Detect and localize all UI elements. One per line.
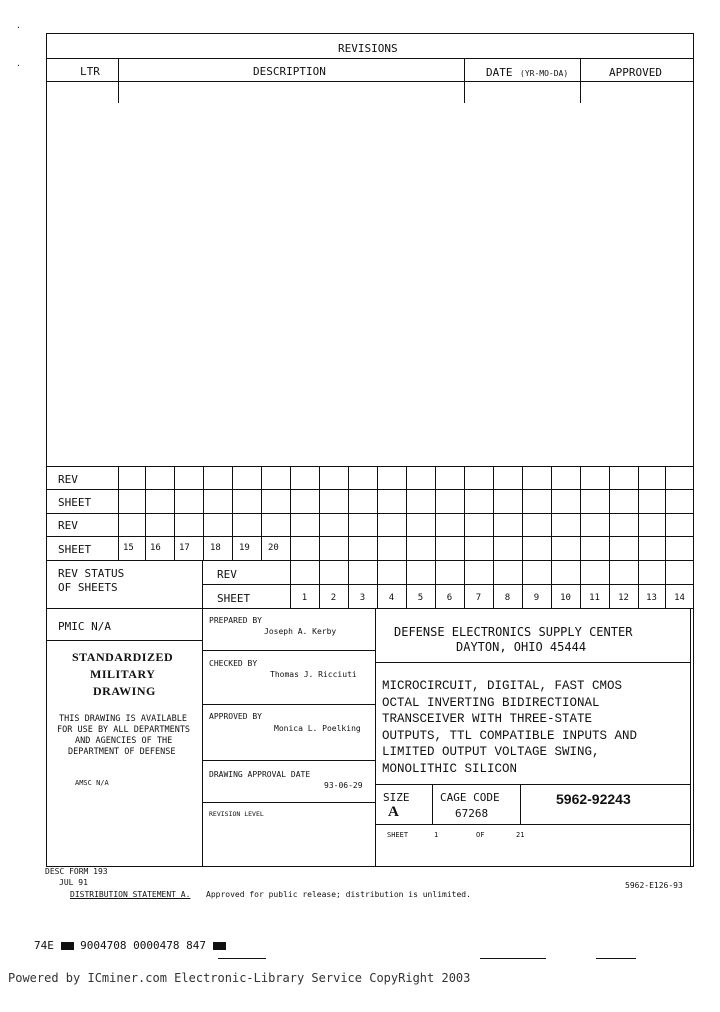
divider xyxy=(520,784,521,824)
prepared-name: Joseph A. Kerby xyxy=(264,627,337,636)
sheet-value: 1 xyxy=(434,831,439,839)
title-line: OCTAL INVERTING BIDIRECTIONAL xyxy=(382,695,600,710)
sheet-number: 20 xyxy=(268,543,279,553)
divider xyxy=(46,560,694,561)
status-rev-label: REV xyxy=(217,568,237,581)
status-sheet-number: 2 xyxy=(330,593,337,603)
grid-line xyxy=(232,466,233,560)
divider xyxy=(46,58,694,59)
approved-label: APPROVED BY xyxy=(209,712,262,721)
size-label: SIZE xyxy=(383,791,410,804)
status-sheet-number: 9 xyxy=(533,593,540,603)
status-sheet-number: 4 xyxy=(388,593,395,603)
grid-line xyxy=(464,466,465,560)
margin-mark: · xyxy=(16,23,21,32)
grid-line xyxy=(290,466,291,560)
divider xyxy=(46,640,202,641)
divider xyxy=(375,784,690,785)
of-label: OF xyxy=(476,831,485,839)
grid-line xyxy=(522,466,523,560)
doc-number: 5962-92243 xyxy=(556,791,631,807)
status-sheet-number: 12 xyxy=(618,593,629,603)
revisions-title: REVISIONS xyxy=(338,42,398,55)
cage-value: 67268 xyxy=(455,807,489,820)
std-line1: STANDARDIZED xyxy=(72,650,174,664)
scan-line xyxy=(218,958,266,959)
col-date-format: (YR-MO-DA) xyxy=(520,69,569,78)
rev-status-line2: OF SHEETS xyxy=(58,581,118,594)
sheet-number: 19 xyxy=(239,543,250,553)
barcode-block xyxy=(213,942,226,950)
grid-line xyxy=(493,466,494,560)
grid-line xyxy=(203,466,204,560)
status-sheet-number: 11 xyxy=(589,593,600,603)
drawing-title xyxy=(382,678,637,777)
divider xyxy=(46,466,694,467)
grid-line xyxy=(377,466,378,560)
avail-line2: FOR USE BY ALL DEPARTMENTS xyxy=(57,725,191,735)
grid-line xyxy=(435,466,436,560)
grid-line xyxy=(580,466,581,560)
sheet-label: SHEET xyxy=(387,831,409,839)
checked-name: Thomas J. Ricciuti xyxy=(270,670,357,679)
amsc-label: AMSC N/A xyxy=(75,779,109,787)
status-sheet-number: 5 xyxy=(417,593,424,603)
title-line: TRANSCEIVER WITH THREE-STATE xyxy=(382,712,593,726)
approval-date: 93-06-29 xyxy=(324,781,363,790)
margin-mark: · xyxy=(16,61,21,70)
std-line2: MILITARY xyxy=(90,667,156,681)
barcode-b: 9004708 0000478 847 xyxy=(80,939,206,952)
agency-line1: DEFENSE ELECTRONICS SUPPLY CENTER xyxy=(394,625,633,639)
avail-line3: AND AGENCIES OF THE xyxy=(75,736,173,746)
avail-line1: THIS DRAWING IS AVAILABLE xyxy=(59,714,187,724)
rev-label: REV xyxy=(58,519,78,532)
title-line: MICROCIRCUIT, DIGITAL, FAST CMOS xyxy=(382,679,623,693)
size-value: A xyxy=(388,804,399,820)
scan-line xyxy=(596,958,636,959)
divider xyxy=(202,704,375,705)
prepared-label: PREPARED BY xyxy=(209,616,262,625)
divider xyxy=(202,608,203,867)
distribution-label: DISTRIBUTION STATEMENT A. xyxy=(70,890,191,899)
divider xyxy=(202,650,375,651)
title-line: OUTPUTS, TTL COMPATIBLE INPUTS AND xyxy=(382,728,638,743)
status-sheet-number: 10 xyxy=(560,593,571,603)
status-sheet-number: 6 xyxy=(446,593,453,603)
approved-name: Monica L. Poelking xyxy=(274,724,361,733)
sheet-number: 16 xyxy=(150,543,161,553)
cage-label: CAGE CODE xyxy=(440,791,500,804)
divider xyxy=(46,608,694,609)
grid-line xyxy=(609,466,610,560)
divider xyxy=(202,584,694,585)
barcode-a: 74E xyxy=(34,939,54,952)
grid-line xyxy=(638,466,639,560)
divider xyxy=(202,802,375,803)
rev-status-line1: REV STATUS xyxy=(58,567,125,580)
title-line: MONOLITHIC SILICON xyxy=(382,761,518,776)
divider xyxy=(46,536,694,537)
title-line: LIMITED OUTPUT VOLTAGE SWING, xyxy=(382,745,600,759)
divider xyxy=(580,58,581,103)
sheet-label: SHEET xyxy=(58,496,92,509)
rev-label: REV xyxy=(58,473,78,486)
sheet-number: 15 xyxy=(123,543,134,553)
grid-line xyxy=(551,466,552,560)
grid-line xyxy=(261,466,262,560)
sheet-number: 18 xyxy=(210,543,221,553)
barcode-line xyxy=(34,939,226,952)
col-ltr: LTR xyxy=(80,65,100,78)
scan-line xyxy=(480,958,546,959)
grid-line xyxy=(406,466,407,560)
grid-line xyxy=(665,466,666,560)
divider xyxy=(375,824,690,825)
powered-by: Powered by ICminer.com Electronic-Library Service CopyRight 2003 xyxy=(8,971,471,985)
status-sheet-number: 14 xyxy=(674,593,685,603)
divider xyxy=(46,489,694,490)
grid-line xyxy=(348,466,349,560)
divider xyxy=(46,81,694,82)
col-description: DESCRIPTION xyxy=(253,65,326,78)
divider xyxy=(375,608,376,867)
status-sheet-label: SHEET xyxy=(217,592,251,605)
grid-line xyxy=(174,466,175,560)
status-sheet-number: 7 xyxy=(475,593,482,603)
revision-level-label: REVISION LEVEL xyxy=(209,810,264,818)
divider xyxy=(432,784,433,824)
pmic-label: PMIC N/A xyxy=(58,620,111,633)
status-sheet-number: 13 xyxy=(646,593,657,603)
grid-line xyxy=(319,466,320,560)
divider xyxy=(464,58,465,103)
divider xyxy=(202,760,375,761)
sheet-label: SHEET xyxy=(58,543,92,556)
divider xyxy=(202,560,203,608)
col-approved: APPROVED xyxy=(609,66,662,79)
form-line2: JUL 91 xyxy=(59,878,88,887)
agency-line2: DAYTON, OHIO 45444 xyxy=(456,640,587,654)
divider xyxy=(118,58,119,103)
form-line1: DESC FORM 193 xyxy=(45,867,108,876)
avail-line4: DEPARTMENT OF DEFENSE xyxy=(68,747,176,757)
divider xyxy=(375,662,690,663)
status-sheet-number: 8 xyxy=(504,593,511,603)
divider xyxy=(46,513,694,514)
checked-label: CHECKED BY xyxy=(209,659,258,668)
grid-line xyxy=(145,466,146,560)
distribution-text: Approved for public release; distribution is unlimited. xyxy=(206,890,471,899)
grid-line xyxy=(118,466,119,560)
status-sheet-number: 1 xyxy=(301,593,308,603)
col-date: DATE xyxy=(486,66,513,79)
of-value: 21 xyxy=(516,831,525,839)
std-line3: DRAWING xyxy=(93,684,156,698)
sheet-number: 17 xyxy=(179,543,190,553)
approval-date-label: DRAWING APPROVAL DATE xyxy=(209,770,311,779)
barcode-block xyxy=(61,942,74,950)
status-sheet-number: 3 xyxy=(359,593,366,603)
divider xyxy=(690,608,691,867)
form-code: 5962-E126-93 xyxy=(625,881,683,890)
